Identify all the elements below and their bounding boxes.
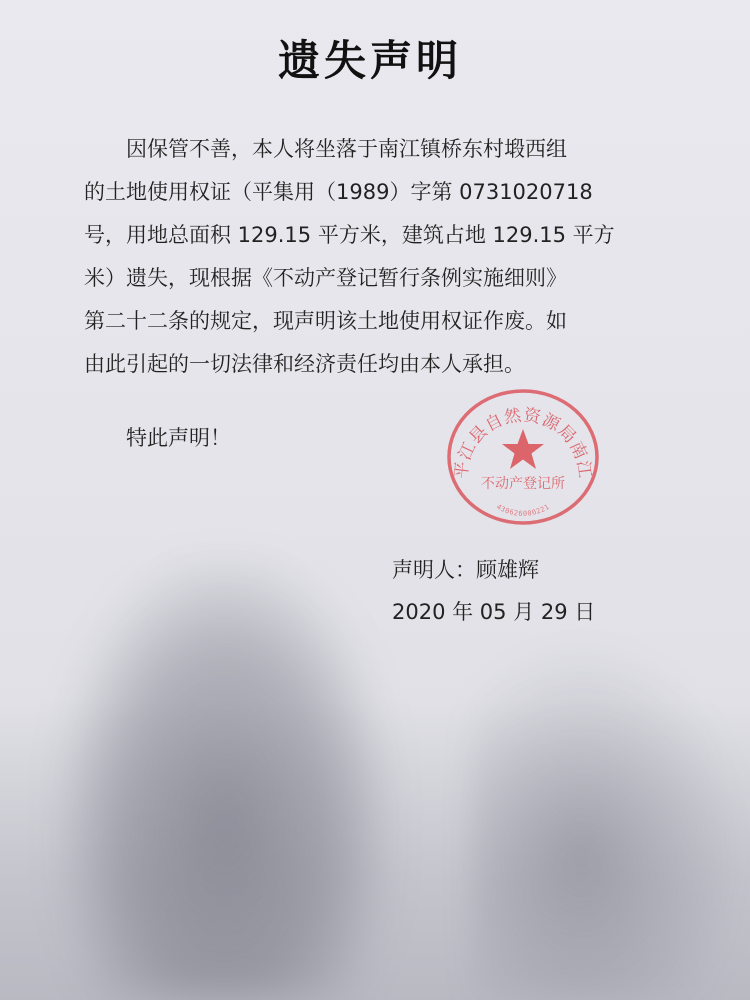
body-line: 第二十二条的规定，现声明该土地使用权证作废。如	[84, 309, 567, 333]
seal-number: 430626000221	[495, 502, 551, 518]
statement-date: 2020 年 05 月 29 日	[392, 600, 596, 624]
body-line: 号，用地总面积 129.15 平方米，建筑占地 129.15 平方	[84, 223, 615, 247]
hand-shadow	[60, 560, 390, 1000]
body-line: 由此引起的一切法律和经济责任均由本人承担。	[84, 352, 525, 376]
body-line: 因保管不善，本人将坐落于南江镇桥东村塅西组	[126, 137, 567, 161]
official-seal	[445, 385, 601, 525]
document-title: 遗失声明	[277, 36, 462, 85]
seal-star-icon	[502, 429, 544, 469]
declarant-line: 声明人：顾雄辉	[392, 558, 539, 582]
body-line: 的土地使用权证（平集用（1989）字第 0731020718	[84, 180, 593, 204]
seal-ring-text: 平江县自然资源局南江	[451, 405, 595, 480]
corner-shadow	[470, 640, 750, 1000]
seal-center-text: 不动产登记所	[481, 476, 565, 492]
body-line: 米）遗失，现根据《不动产登记暂行条例实施细则》	[84, 266, 567, 290]
svg-text:430626000221	[495, 503, 551, 518]
closing-remark: 特此声明！	[126, 426, 231, 450]
statement-body	[84, 128, 664, 386]
